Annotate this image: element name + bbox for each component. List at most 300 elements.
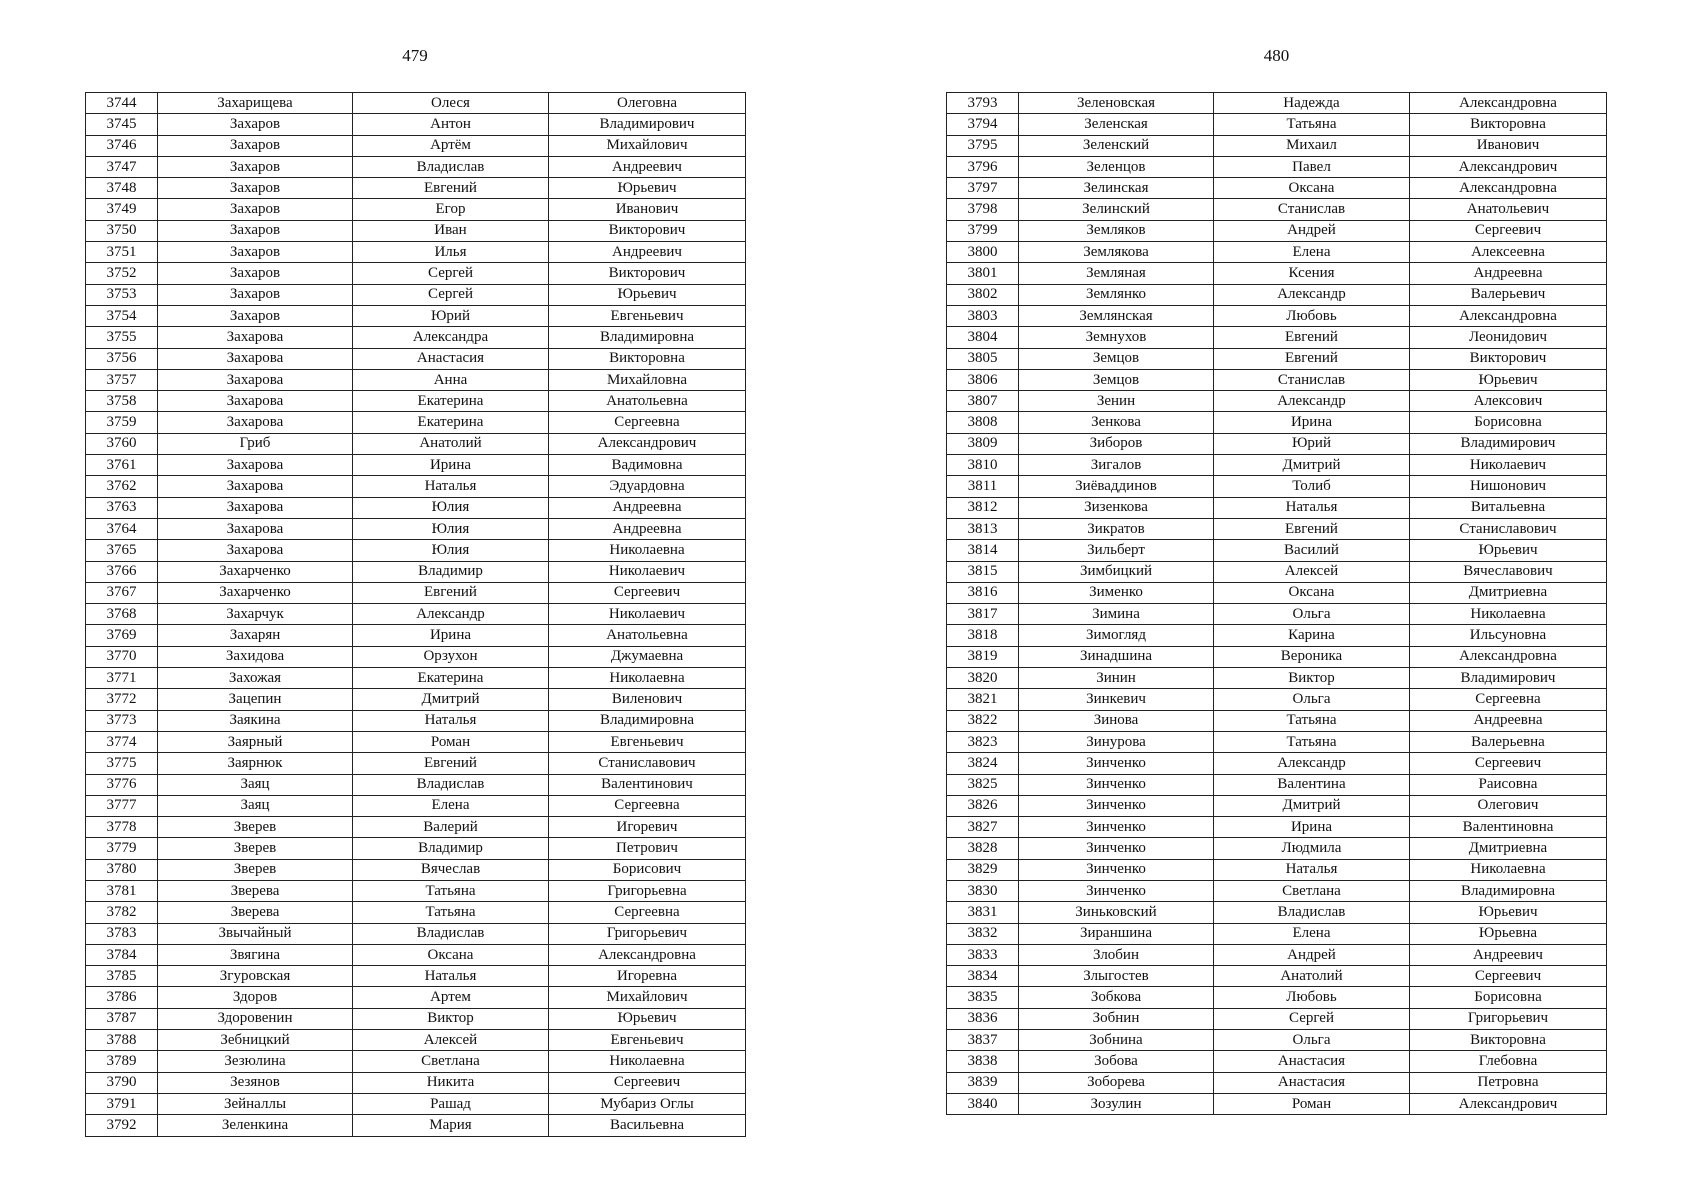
patronymic-cell: Сергеевич xyxy=(1410,220,1607,241)
first-name-cell: Виктор xyxy=(353,1008,549,1029)
row-number-cell: 3815 xyxy=(947,561,1019,582)
first-name-cell: Толиб xyxy=(1214,476,1410,497)
row-number-cell: 3808 xyxy=(947,412,1019,433)
row-number-cell: 3757 xyxy=(86,369,158,390)
table-row xyxy=(86,838,746,859)
last-name-cell: Здоров xyxy=(158,987,353,1008)
patronymic-cell: Николаевна xyxy=(549,1051,746,1072)
first-name-cell: Ольга xyxy=(1214,689,1410,710)
table-row xyxy=(947,731,1607,752)
row-number-cell: 3821 xyxy=(947,689,1019,710)
table-row xyxy=(86,284,746,305)
first-name-cell: Владислав xyxy=(353,774,549,795)
last-name-cell: Зелинская xyxy=(1019,178,1214,199)
last-name-cell: Зелинский xyxy=(1019,199,1214,220)
row-number-cell: 3745 xyxy=(86,114,158,135)
last-name-cell: Зверев xyxy=(158,838,353,859)
row-number-cell: 3749 xyxy=(86,199,158,220)
row-number-cell: 3752 xyxy=(86,263,158,284)
patronymic-cell: Владимирович xyxy=(1410,668,1607,689)
patronymic-cell: Юрьевна xyxy=(1410,923,1607,944)
patronymic-cell: Евгеньевич xyxy=(549,731,746,752)
patronymic-cell: Вадимовна xyxy=(549,455,746,476)
table-row xyxy=(86,1093,746,1114)
patronymic-cell: Викторовна xyxy=(1410,114,1607,135)
row-number-cell: 3787 xyxy=(86,1008,158,1029)
patronymic-cell: Нишонович xyxy=(1410,476,1607,497)
patronymic-cell: Николаевич xyxy=(549,561,746,582)
row-number-cell: 3814 xyxy=(947,540,1019,561)
table-row xyxy=(947,518,1607,539)
table-row xyxy=(86,625,746,646)
last-name-cell: Зеленский xyxy=(1019,135,1214,156)
row-number-cell: 3798 xyxy=(947,199,1019,220)
patronymic-cell: Сергеевна xyxy=(549,412,746,433)
table-row xyxy=(86,561,746,582)
table-row xyxy=(86,327,746,348)
row-number-cell: 3785 xyxy=(86,966,158,987)
patronymic-cell: Игоревна xyxy=(549,966,746,987)
row-number-cell: 3838 xyxy=(947,1051,1019,1072)
row-number-cell: 3779 xyxy=(86,838,158,859)
first-name-cell: Владимир xyxy=(353,838,549,859)
row-number-cell: 3806 xyxy=(947,369,1019,390)
last-name-cell: Захаров xyxy=(158,263,353,284)
first-name-cell: Дмитрий xyxy=(1214,795,1410,816)
first-name-cell: Светлана xyxy=(1214,880,1410,901)
last-name-cell: Захидова xyxy=(158,646,353,667)
first-name-cell: Александр xyxy=(1214,391,1410,412)
table-row xyxy=(86,731,746,752)
row-number-cell: 3818 xyxy=(947,625,1019,646)
table-row xyxy=(86,646,746,667)
table-row xyxy=(86,114,746,135)
table-row xyxy=(947,305,1607,326)
first-name-cell: Анна xyxy=(353,369,549,390)
last-name-cell: Зимогляд xyxy=(1019,625,1214,646)
row-number-cell: 3807 xyxy=(947,391,1019,412)
last-name-cell: Захарова xyxy=(158,455,353,476)
patronymic-cell: Валентинович xyxy=(549,774,746,795)
row-number-cell: 3800 xyxy=(947,242,1019,263)
patronymic-cell: Михайлович xyxy=(549,987,746,1008)
patronymic-cell: Игоревич xyxy=(549,817,746,838)
first-name-cell: Алексей xyxy=(353,1030,549,1051)
table-row xyxy=(86,1008,746,1029)
first-name-cell: Станислав xyxy=(1214,199,1410,220)
row-number-cell: 3755 xyxy=(86,327,158,348)
table-row xyxy=(947,561,1607,582)
patronymic-cell: Владимировна xyxy=(1410,880,1607,901)
first-name-cell: Татьяна xyxy=(353,880,549,901)
first-name-cell: Олеся xyxy=(353,93,549,114)
first-name-cell: Анастасия xyxy=(353,348,549,369)
last-name-cell: Зинин xyxy=(1019,668,1214,689)
last-name-cell: Зинченко xyxy=(1019,795,1214,816)
patronymic-cell: Владимирович xyxy=(549,114,746,135)
patronymic-cell: Олегович xyxy=(1410,795,1607,816)
table-row xyxy=(86,476,746,497)
last-name-cell: Згуровская xyxy=(158,966,353,987)
row-number-cell: 3799 xyxy=(947,220,1019,241)
row-number-cell: 3790 xyxy=(86,1072,158,1093)
patronymic-cell: Ильсуновна xyxy=(1410,625,1607,646)
patronymic-cell: Валерьевна xyxy=(1410,731,1607,752)
row-number-cell: 3832 xyxy=(947,923,1019,944)
first-name-cell: Любовь xyxy=(1214,305,1410,326)
last-name-cell: Захаров xyxy=(158,305,353,326)
row-number-cell: 3761 xyxy=(86,455,158,476)
patronymic-cell: Виленович xyxy=(549,689,746,710)
first-name-cell: Евгений xyxy=(1214,348,1410,369)
table-row xyxy=(947,646,1607,667)
first-name-cell: Евгений xyxy=(1214,518,1410,539)
table-row xyxy=(86,1051,746,1072)
first-name-cell: Артем xyxy=(353,987,549,1008)
first-name-cell: Андрей xyxy=(1214,944,1410,965)
patronymic-cell: Глебовна xyxy=(1410,1051,1607,1072)
patronymic-cell: Александровна xyxy=(1410,646,1607,667)
table-row xyxy=(86,774,746,795)
patronymic-cell: Владимирович xyxy=(1410,433,1607,454)
table-row xyxy=(947,327,1607,348)
patronymic-cell: Раисовна xyxy=(1410,774,1607,795)
table-row xyxy=(86,455,746,476)
patronymic-cell: Викторович xyxy=(549,220,746,241)
patronymic-cell: Анатольевич xyxy=(1410,199,1607,220)
patronymic-cell: Анатольевна xyxy=(549,625,746,646)
patronymic-cell: Григорьевна xyxy=(549,880,746,901)
patronymic-cell: Станиславович xyxy=(549,753,746,774)
table-row xyxy=(947,944,1607,965)
row-number-cell: 3816 xyxy=(947,582,1019,603)
row-number-cell: 3776 xyxy=(86,774,158,795)
last-name-cell: Зейналлы xyxy=(158,1093,353,1114)
row-number-cell: 3813 xyxy=(947,518,1019,539)
table-row xyxy=(947,412,1607,433)
table-row xyxy=(86,1115,746,1136)
patronymic-cell: Юрьевич xyxy=(549,284,746,305)
first-name-cell: Екатерина xyxy=(353,668,549,689)
row-number-cell: 3754 xyxy=(86,305,158,326)
patronymic-cell: Григорьевич xyxy=(1410,1008,1607,1029)
patronymic-cell: Дмитриевна xyxy=(1410,582,1607,603)
table-row xyxy=(947,391,1607,412)
last-name-cell: Зиборов xyxy=(1019,433,1214,454)
first-name-cell: Никита xyxy=(353,1072,549,1093)
patronymic-cell: Николаевна xyxy=(549,668,746,689)
first-name-cell: Ирина xyxy=(1214,412,1410,433)
first-name-cell: Мария xyxy=(353,1115,549,1136)
last-name-cell: Захарова xyxy=(158,412,353,433)
row-number-cell: 3802 xyxy=(947,284,1019,305)
first-name-cell: Юлия xyxy=(353,497,549,518)
first-name-cell: Екатерина xyxy=(353,391,549,412)
last-name-cell: Захарова xyxy=(158,348,353,369)
table-row xyxy=(947,156,1607,177)
first-name-cell: Василий xyxy=(1214,540,1410,561)
patronymic-cell: Сергеевна xyxy=(1410,689,1607,710)
patronymic-cell: Александровна xyxy=(1410,93,1607,114)
last-name-cell: Захаров xyxy=(158,242,353,263)
table-row xyxy=(947,966,1607,987)
patronymic-cell: Андреевна xyxy=(549,518,746,539)
patronymic-cell: Юрьевич xyxy=(1410,369,1607,390)
row-number-cell: 3777 xyxy=(86,795,158,816)
patronymic-cell: Петрович xyxy=(549,838,746,859)
table-row xyxy=(86,199,746,220)
last-name-cell: Захаров xyxy=(158,135,353,156)
row-number-cell: 3805 xyxy=(947,348,1019,369)
last-name-cell: Зинченко xyxy=(1019,753,1214,774)
table-row xyxy=(86,433,746,454)
table-row xyxy=(947,284,1607,305)
last-name-cell: Зезюлина xyxy=(158,1051,353,1072)
table-row xyxy=(86,135,746,156)
patronymic-cell: Сергеевич xyxy=(549,1072,746,1093)
row-number-cell: 3809 xyxy=(947,433,1019,454)
last-name-cell: Захаров xyxy=(158,284,353,305)
table-row xyxy=(947,817,1607,838)
row-number-cell: 3759 xyxy=(86,412,158,433)
row-number-cell: 3817 xyxy=(947,604,1019,625)
first-name-cell: Антон xyxy=(353,114,549,135)
first-name-cell: Татьяна xyxy=(1214,114,1410,135)
patronymic-cell: Николаевна xyxy=(1410,859,1607,880)
row-number-cell: 3812 xyxy=(947,497,1019,518)
first-name-cell: Евгений xyxy=(353,178,549,199)
table-row xyxy=(86,93,746,114)
first-name-cell: Елена xyxy=(353,795,549,816)
table-row xyxy=(947,497,1607,518)
first-name-cell: Станислав xyxy=(1214,369,1410,390)
table-row xyxy=(947,1093,1607,1114)
patronymic-cell: Анатольевна xyxy=(549,391,746,412)
patronymic-cell: Андреевич xyxy=(549,242,746,263)
row-number-cell: 3795 xyxy=(947,135,1019,156)
first-name-cell: Людмила xyxy=(1214,838,1410,859)
patronymic-cell: Викторович xyxy=(549,263,746,284)
patronymic-cell: Андреевна xyxy=(1410,710,1607,731)
last-name-cell: Земляная xyxy=(1019,263,1214,284)
last-name-cell: Зимина xyxy=(1019,604,1214,625)
table-row xyxy=(86,817,746,838)
row-number-cell: 3773 xyxy=(86,710,158,731)
last-name-cell: Земляков xyxy=(1019,220,1214,241)
table-row xyxy=(947,582,1607,603)
patronymic-cell: Алексеевна xyxy=(1410,242,1607,263)
table-row xyxy=(86,412,746,433)
roster-table xyxy=(946,92,1607,1115)
row-number-cell: 3834 xyxy=(947,966,1019,987)
last-name-cell: Захарова xyxy=(158,518,353,539)
patronymic-cell: Васильевна xyxy=(549,1115,746,1136)
last-name-cell: Захарова xyxy=(158,540,353,561)
first-name-cell: Роман xyxy=(353,731,549,752)
patronymic-cell: Джумаевна xyxy=(549,646,746,667)
table-row xyxy=(947,668,1607,689)
table-row xyxy=(86,987,746,1008)
patronymic-cell: Петровна xyxy=(1410,1072,1607,1093)
table-row xyxy=(947,838,1607,859)
last-name-cell: Зеленская xyxy=(1019,114,1214,135)
row-number-cell: 3772 xyxy=(86,689,158,710)
row-number-cell: 3744 xyxy=(86,93,158,114)
table-row xyxy=(947,433,1607,454)
patronymic-cell: Николаевна xyxy=(549,540,746,561)
patronymic-cell: Александровна xyxy=(549,944,746,965)
first-name-cell: Наталья xyxy=(353,966,549,987)
row-number-cell: 3820 xyxy=(947,668,1019,689)
patronymic-cell: Александрович xyxy=(549,433,746,454)
last-name-cell: Захарченко xyxy=(158,582,353,603)
last-name-cell: Захарова xyxy=(158,497,353,518)
table-row xyxy=(947,859,1607,880)
row-number-cell: 3771 xyxy=(86,668,158,689)
row-number-cell: 3760 xyxy=(86,433,158,454)
row-number-cell: 3793 xyxy=(947,93,1019,114)
patronymic-cell: Борисовна xyxy=(1410,987,1607,1008)
table-row xyxy=(947,710,1607,731)
page-number: 480 xyxy=(1263,46,1290,65)
last-name-cell: Зверева xyxy=(158,880,353,901)
first-name-cell: Виктор xyxy=(1214,668,1410,689)
first-name-cell: Орзухон xyxy=(353,646,549,667)
row-number-cell: 3822 xyxy=(947,710,1019,731)
row-number-cell: 3765 xyxy=(86,540,158,561)
patronymic-cell: Юрьевич xyxy=(1410,540,1607,561)
first-name-cell: Владимир xyxy=(353,561,549,582)
first-name-cell: Михаил xyxy=(1214,135,1410,156)
table-row xyxy=(947,1030,1607,1051)
row-number-cell: 3783 xyxy=(86,923,158,944)
first-name-cell: Любовь xyxy=(1214,987,1410,1008)
row-number-cell: 3828 xyxy=(947,838,1019,859)
row-number-cell: 3811 xyxy=(947,476,1019,497)
row-number-cell: 3747 xyxy=(86,156,158,177)
first-name-cell: Евгений xyxy=(353,753,549,774)
last-name-cell: Зигалов xyxy=(1019,455,1214,476)
first-name-cell: Наталья xyxy=(353,710,549,731)
first-name-cell: Алексей xyxy=(1214,561,1410,582)
row-number-cell: 3781 xyxy=(86,880,158,901)
last-name-cell: Злобин xyxy=(1019,944,1214,965)
first-name-cell: Вероника xyxy=(1214,646,1410,667)
patronymic-cell: Юрьевич xyxy=(549,1008,746,1029)
patronymic-cell: Сергеевна xyxy=(549,795,746,816)
last-name-cell: Заярный xyxy=(158,731,353,752)
first-name-cell: Юлия xyxy=(353,518,549,539)
first-name-cell: Сергей xyxy=(353,284,549,305)
patronymic-cell: Андреевич xyxy=(1410,944,1607,965)
patronymic-cell: Алексович xyxy=(1410,391,1607,412)
row-number-cell: 3763 xyxy=(86,497,158,518)
first-name-cell: Сергей xyxy=(1214,1008,1410,1029)
last-name-cell: Захаров xyxy=(158,114,353,135)
row-number-cell: 3746 xyxy=(86,135,158,156)
last-name-cell: Зоборева xyxy=(1019,1072,1214,1093)
row-number-cell: 3786 xyxy=(86,987,158,1008)
table-row xyxy=(947,263,1607,284)
last-name-cell: Захарова xyxy=(158,369,353,390)
row-number-cell: 3801 xyxy=(947,263,1019,284)
last-name-cell: Заяц xyxy=(158,774,353,795)
first-name-cell: Роман xyxy=(1214,1093,1410,1114)
table-row xyxy=(86,944,746,965)
first-name-cell: Рашад xyxy=(353,1093,549,1114)
row-number-cell: 3789 xyxy=(86,1051,158,1072)
table-row xyxy=(86,178,746,199)
row-number-cell: 3825 xyxy=(947,774,1019,795)
last-name-cell: Зинова xyxy=(1019,710,1214,731)
first-name-cell: Надежда xyxy=(1214,93,1410,114)
table-row xyxy=(86,391,746,412)
last-name-cell: Земцов xyxy=(1019,348,1214,369)
first-name-cell: Елена xyxy=(1214,242,1410,263)
row-number-cell: 3775 xyxy=(86,753,158,774)
first-name-cell: Евгений xyxy=(1214,327,1410,348)
first-name-cell: Юлия xyxy=(353,540,549,561)
first-name-cell: Елена xyxy=(1214,923,1410,944)
patronymic-cell: Михайлович xyxy=(549,135,746,156)
row-number-cell: 3819 xyxy=(947,646,1019,667)
patronymic-cell: Иванович xyxy=(1410,135,1607,156)
last-name-cell: Зобнин xyxy=(1019,1008,1214,1029)
row-number-cell: 3810 xyxy=(947,455,1019,476)
last-name-cell: Зизенкова xyxy=(1019,497,1214,518)
last-name-cell: Зинурова xyxy=(1019,731,1214,752)
patronymic-cell: Валентиновна xyxy=(1410,817,1607,838)
patronymic-cell: Дмитриевна xyxy=(1410,838,1607,859)
first-name-cell: Карина xyxy=(1214,625,1410,646)
table-row xyxy=(947,540,1607,561)
patronymic-cell: Александрович xyxy=(1410,1093,1607,1114)
last-name-cell: Зимбицкий xyxy=(1019,561,1214,582)
patronymic-cell: Леонидович xyxy=(1410,327,1607,348)
table-row xyxy=(86,242,746,263)
patronymic-cell: Вячеславович xyxy=(1410,561,1607,582)
first-name-cell: Павел xyxy=(1214,156,1410,177)
first-name-cell: Екатерина xyxy=(353,412,549,433)
row-number-cell: 3767 xyxy=(86,582,158,603)
first-name-cell: Татьяна xyxy=(1214,710,1410,731)
first-name-cell: Дмитрий xyxy=(1214,455,1410,476)
last-name-cell: Зозулин xyxy=(1019,1093,1214,1114)
last-name-cell: Зеленцов xyxy=(1019,156,1214,177)
last-name-cell: Зацепин xyxy=(158,689,353,710)
table-row xyxy=(947,369,1607,390)
patronymic-cell: Юрьевич xyxy=(1410,902,1607,923)
patronymic-cell: Сергеевич xyxy=(549,582,746,603)
patronymic-cell: Николаевич xyxy=(549,604,746,625)
first-name-cell: Наталья xyxy=(1214,497,1410,518)
patronymic-cell: Сергеевна xyxy=(549,902,746,923)
patronymic-cell: Сергеевич xyxy=(1410,966,1607,987)
first-name-cell: Ирина xyxy=(353,455,549,476)
first-name-cell: Владислав xyxy=(353,156,549,177)
row-number-cell: 3748 xyxy=(86,178,158,199)
first-name-cell: Владислав xyxy=(353,923,549,944)
first-name-cell: Дмитрий xyxy=(353,689,549,710)
table-row xyxy=(86,348,746,369)
table-row xyxy=(86,859,746,880)
table-row xyxy=(86,795,746,816)
first-name-cell: Татьяна xyxy=(353,902,549,923)
patronymic-cell: Станиславович xyxy=(1410,518,1607,539)
last-name-cell: Захаров xyxy=(158,178,353,199)
row-number-cell: 3827 xyxy=(947,817,1019,838)
row-number-cell: 3766 xyxy=(86,561,158,582)
